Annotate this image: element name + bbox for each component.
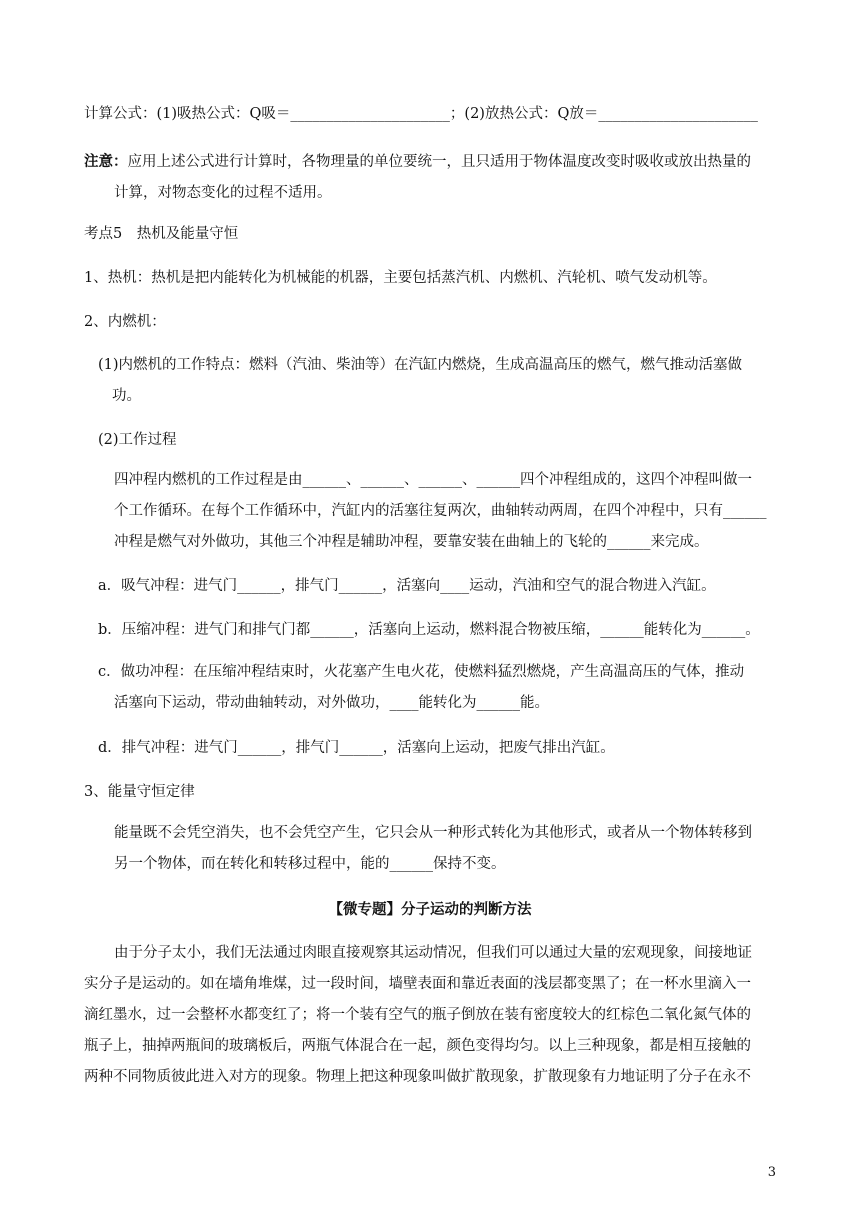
- energy-law-paragraph: [114, 818, 784, 880]
- page-number: 3: [767, 1165, 776, 1180]
- ice-features: [98, 350, 788, 412]
- note-text-1: 应用上述公式进行计算时，各物理量的单位要统一，且只适用于物体温度改变时吸收或放出热量的: [127, 154, 751, 170]
- note-paragraph: [84, 146, 784, 209]
- micro-line-4: 瓶子上，抽掉两瓶间的玻璃板后，两瓶气体混合在一起，颜色变得均匀。以上三种现象，都是相互接触的: [84, 1038, 751, 1054]
- micro-topic-title: 【微专题】分子运动的判断方法: [328, 901, 532, 918]
- stroke-c: [98, 657, 788, 719]
- formula-line: 计算公式：(1)吸热公式：Q吸＝______________________；(2)放热公式：Q放＝______________________: [84, 106, 758, 122]
- stroke-a: a．吸气冲程：进气门______，排气门______，活塞向____运动，汽油和空气的混合物进入汽缸。: [98, 578, 716, 594]
- item-energy-law: 3、能量守恒定律: [84, 784, 195, 800]
- micro-line-2: 实分子是运动的。如在墙角堆煤，过一段时间，墙壁表面和靠近表面的浅层都变黑了；在一杯水里滴入一: [84, 976, 751, 992]
- four-stroke-line-2: 个工作循环。在每个工作循环中，汽缸内的活塞往复两次，曲轴转动两周，在四个冲程中，只有______: [114, 503, 767, 519]
- stroke-d: d．排气冲程：进气门______，排气门______，活塞向上运动，把废气排出汽缸。: [98, 740, 615, 756]
- energy-law-line-2: 另一个物体，而在转化和转移过程中，能的______保持不变。: [114, 856, 506, 872]
- note-text-2: 计算，对物态变化的过程不适用。: [114, 185, 332, 201]
- micro-topic-paragraph: [84, 938, 784, 1093]
- note-label: 注意：: [84, 153, 128, 170]
- four-stroke-line-1: 四冲程内燃机的工作过程是由______、______、______、______四个冲程组成的，这四个冲程叫做一: [114, 472, 752, 488]
- stroke-c-line-1: c．做功冲程：在压缩冲程结束时，火花塞产生电火花，使燃料猛烈燃烧，产生高温高压的气体，推动: [98, 664, 745, 680]
- four-stroke-paragraph: [114, 465, 784, 558]
- micro-line-5: 两种不同物质彼此进入对方的现象。物理上把这种现象叫做扩散现象，扩散现象有力地证明了分子在永不: [84, 1069, 751, 1085]
- ice-features-1: (1)内燃机的工作特点：燃料（汽油、柴油等）在汽缸内燃烧，生成高温高压的燃气，燃气推动活塞做: [98, 357, 743, 373]
- section-heading: 考点5 热机及能量守恒: [84, 226, 239, 242]
- item-heat-engine: 1、热机：热机是把内能转化为机械能的机器，主要包括蒸汽机、内燃机、汽轮机、喷气发动机等。: [84, 270, 717, 286]
- item-ice: 2、内燃机：: [84, 314, 166, 330]
- micro-line-1: 由于分子太小，我们无法通过肉眼直接观察其运动情况，但我们可以通过大量的宏观现象，间接地证: [114, 945, 752, 961]
- energy-law-line-1: 能量既不会凭空消失，也不会凭空产生，它只会从一种形式转化为其他形式，或者从一个物体转移到: [114, 825, 752, 841]
- four-stroke-line-3: 冲程是燃气对外做功，其他三个冲程是辅助冲程，要靠安装在曲轴上的飞轮的______来完成。: [114, 534, 709, 550]
- ice-features-2: 功。: [112, 388, 141, 404]
- stroke-c-line-2: 活塞向下运动，带动曲轴转动，对外做功，____能转化为______能。: [114, 695, 549, 711]
- micro-line-3: 滴红墨水，过一会整杯水都变红了；将一个装有空气的瓶子倒放在装有密度较大的红棕色二氧化氮气体的: [84, 1007, 751, 1023]
- stroke-b: b．压缩冲程：进气门和排气门都______，活塞向上运动，燃料混合物被压缩，______能转化为______。: [98, 622, 760, 638]
- work-process-heading: (2)工作过程: [98, 432, 177, 448]
